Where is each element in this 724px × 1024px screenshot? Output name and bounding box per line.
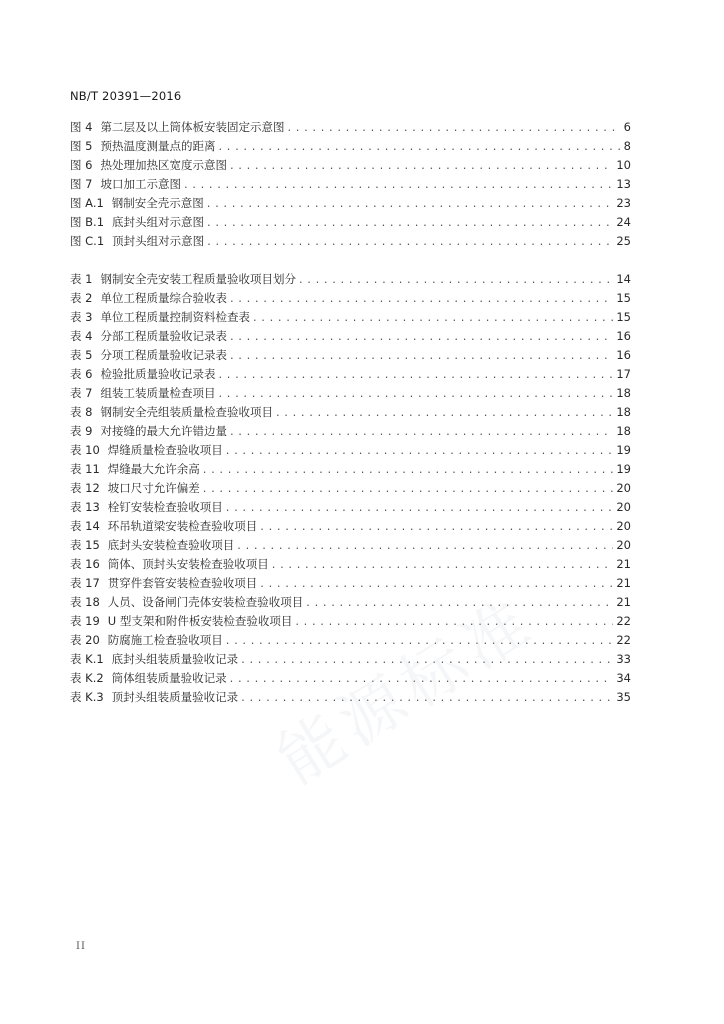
leader-dots — [299, 270, 613, 289]
entry-page: 18 — [616, 405, 631, 419]
entry-number: 表 1 — [70, 272, 93, 286]
tables-entry[interactable] — [70, 631, 631, 650]
entry-number: 图 4 — [70, 120, 93, 134]
entry-title: 防腐施工检查验收项目 — [107, 633, 223, 647]
entry-page: 20 — [616, 481, 631, 495]
leader-dots — [230, 156, 613, 175]
entry-page: 6 — [623, 120, 631, 134]
entry-title: 单位工程质量综合验收表 — [100, 291, 227, 305]
tables-entry[interactable] — [70, 688, 631, 707]
figures-entry[interactable] — [70, 175, 631, 194]
entry-number: 表 15 — [70, 538, 100, 552]
entry-title: 热处理加热区宽度示意图 — [100, 158, 227, 172]
leader-dots — [226, 498, 614, 517]
entry-page: 20 — [616, 519, 631, 533]
entry-page: 25 — [616, 234, 631, 248]
entry-page: 20 — [616, 538, 631, 552]
entry-title: 钢制安全壳示意图 — [111, 196, 204, 210]
tables-entry[interactable] — [70, 441, 631, 460]
entry-page: 18 — [616, 424, 631, 438]
entry-title: 顶封头组装质量验收记录 — [111, 690, 239, 704]
entry-title: 第二层及以上筒体板安装固定示意图 — [100, 120, 285, 134]
figures-entry[interactable] — [70, 137, 631, 156]
tables-entry[interactable] — [70, 479, 631, 498]
entry-title: 坡口加工示意图 — [100, 177, 181, 191]
entry-number: 表 20 — [70, 633, 100, 647]
entry-page: 19 — [616, 443, 631, 457]
entry-title: 坡口尺寸允许偏差 — [107, 481, 200, 495]
entry-page: 23 — [616, 196, 631, 210]
entry-number: 图 B.1 — [70, 215, 105, 229]
figures-entry[interactable] — [70, 232, 631, 251]
entry-title: 底封头组装质量验收记录 — [111, 652, 239, 666]
entry-page: 22 — [616, 614, 631, 628]
entry-number: 图 5 — [70, 139, 93, 153]
tables-entry[interactable] — [70, 669, 631, 688]
leader-dots — [207, 232, 613, 251]
tables-entry[interactable] — [70, 536, 631, 555]
document-code: NB/T 20391—2016 — [70, 89, 182, 103]
entry-page: 16 — [616, 348, 631, 362]
entry-page: 21 — [616, 595, 631, 609]
leader-dots — [218, 384, 613, 403]
entry-number: 表 9 — [70, 424, 93, 438]
entry-title: 筒体组装质量验收记录 — [111, 671, 227, 685]
leader-dots — [230, 669, 614, 688]
entry-title: U 型支架和附件板安装检查验收项目 — [107, 614, 293, 628]
tables-entry[interactable] — [70, 384, 631, 403]
leader-dots — [260, 517, 613, 536]
leader-dots — [287, 118, 620, 137]
entry-number: 表 2 — [70, 291, 93, 305]
entry-page: 34 — [616, 671, 631, 685]
entry-title: 贯穿件套管安装检查验收项目 — [107, 576, 258, 590]
entry-number: 表 K.1 — [70, 652, 104, 666]
entry-page: 15 — [616, 310, 631, 324]
leader-dots — [260, 574, 613, 593]
leader-dots — [253, 308, 613, 327]
tables-entry[interactable] — [70, 308, 631, 327]
entry-page: 20 — [616, 500, 631, 514]
leader-dots — [230, 422, 613, 441]
entry-title: 底封头安装检查验收项目 — [107, 538, 235, 552]
entry-number: 表 11 — [70, 462, 100, 476]
entry-number: 表 19 — [70, 614, 100, 628]
entry-number: 表 3 — [70, 310, 93, 324]
leader-dots — [218, 137, 620, 156]
leader-dots — [207, 213, 613, 232]
tables-entry[interactable] — [70, 612, 631, 631]
entry-title: 底封头组对示意图 — [112, 215, 205, 229]
page-number: II — [76, 941, 86, 952]
entry-number: 表 4 — [70, 329, 93, 343]
entry-page: 16 — [616, 329, 631, 343]
tables-entry[interactable] — [70, 403, 631, 422]
entry-title: 人员、设备闸门壳体安装检查验收项目 — [107, 595, 304, 609]
entry-title: 焊缝质量检查验收项目 — [107, 443, 223, 457]
entry-number: 表 17 — [70, 576, 100, 590]
leader-dots — [241, 688, 613, 707]
entry-number: 表 16 — [70, 557, 100, 571]
leader-dots — [306, 593, 613, 612]
leader-dots — [230, 289, 613, 308]
tables-entry[interactable] — [70, 593, 631, 612]
tables-entry[interactable] — [70, 327, 631, 346]
entry-title: 筒体、顶封头安装检查验收项目 — [107, 557, 269, 571]
watermark-mark: 能源标准 — [265, 583, 549, 799]
entry-number: 表 8 — [70, 405, 93, 419]
figures-entry[interactable] — [70, 156, 631, 175]
leader-dots — [203, 460, 614, 479]
table-list — [70, 270, 631, 707]
tables-entry[interactable] — [70, 650, 631, 669]
leader-dots — [226, 631, 614, 650]
entry-page: 10 — [616, 158, 631, 172]
figures-entry[interactable] — [70, 213, 631, 232]
tables-entry[interactable] — [70, 498, 631, 517]
leader-dots — [226, 441, 614, 460]
tables-entry[interactable] — [70, 460, 631, 479]
entry-number: 表 13 — [70, 500, 100, 514]
entry-number: 表 K.2 — [70, 671, 104, 685]
entry-number: 表 18 — [70, 595, 100, 609]
tables-entry[interactable] — [70, 346, 631, 365]
leader-dots — [241, 650, 613, 669]
entry-page: 35 — [616, 690, 631, 704]
entry-page: 15 — [616, 291, 631, 305]
entry-page: 13 — [616, 177, 631, 191]
entry-title: 焊缝最大允许余高 — [107, 462, 200, 476]
tables-entry[interactable] — [70, 555, 631, 574]
entry-title: 钢制安全壳安装工程质量验收项目划分 — [100, 272, 296, 286]
leader-dots — [295, 612, 613, 631]
leader-dots — [237, 536, 613, 555]
tables-entry[interactable] — [70, 270, 631, 289]
entry-page: 17 — [616, 367, 631, 381]
entry-title: 对接缝的最大允许错边量 — [100, 424, 227, 438]
leader-dots — [184, 175, 613, 194]
tables-entry[interactable] — [70, 574, 631, 593]
figure-list — [70, 118, 631, 251]
entry-number: 图 A.1 — [70, 196, 104, 210]
entry-title: 栓钉安装检查验收项目 — [107, 500, 223, 514]
entry-number: 图 6 — [70, 158, 93, 172]
entry-page: 21 — [616, 557, 631, 571]
entry-page: 18 — [616, 386, 631, 400]
entry-title: 组装工装质量检查项目 — [100, 386, 216, 400]
entry-title: 单位工程质量控制资料检查表 — [100, 310, 250, 324]
entry-number: 表 14 — [70, 519, 100, 533]
leader-dots — [203, 479, 614, 498]
entry-title: 顶封头组对示意图 — [112, 234, 205, 248]
entry-title: 分部工程质量验收记录表 — [100, 329, 227, 343]
entry-page: 8 — [623, 139, 631, 153]
figures-entry[interactable] — [70, 118, 631, 137]
entry-page: 22 — [616, 633, 631, 647]
entry-number: 图 7 — [70, 177, 93, 191]
entry-page: 19 — [616, 462, 631, 476]
leader-dots — [218, 365, 613, 384]
tables-entry[interactable] — [70, 422, 631, 441]
leader-dots — [272, 555, 614, 574]
tables-entry[interactable] — [70, 289, 631, 308]
entry-page: 14 — [616, 272, 631, 286]
entry-number: 表 7 — [70, 386, 93, 400]
entry-number: 表 5 — [70, 348, 93, 362]
entry-number: 表 K.3 — [70, 690, 104, 704]
leader-dots — [207, 194, 614, 213]
entry-title: 环吊轨道梁安装检查验收项目 — [107, 519, 258, 533]
entry-title: 预热温度测量点的距离 — [100, 139, 216, 153]
leader-dots — [230, 346, 613, 365]
figures-entry[interactable] — [70, 194, 631, 213]
entry-number: 表 10 — [70, 443, 100, 457]
entry-page: 33 — [616, 652, 631, 666]
tables-entry[interactable] — [70, 365, 631, 384]
entry-page: 24 — [616, 215, 631, 229]
entry-number: 表 6 — [70, 367, 93, 381]
leader-dots — [276, 403, 613, 422]
entry-number: 表 12 — [70, 481, 100, 495]
entry-title: 钢制安全壳组装质量检查验收项目 — [100, 405, 273, 419]
leader-dots — [230, 327, 613, 346]
entry-title: 分项工程质量验收记录表 — [100, 348, 227, 362]
entry-number: 图 C.1 — [70, 234, 105, 248]
entry-title: 检验批质量验收记录表 — [100, 367, 216, 381]
tables-entry[interactable] — [70, 517, 631, 536]
entry-page: 21 — [616, 576, 631, 590]
